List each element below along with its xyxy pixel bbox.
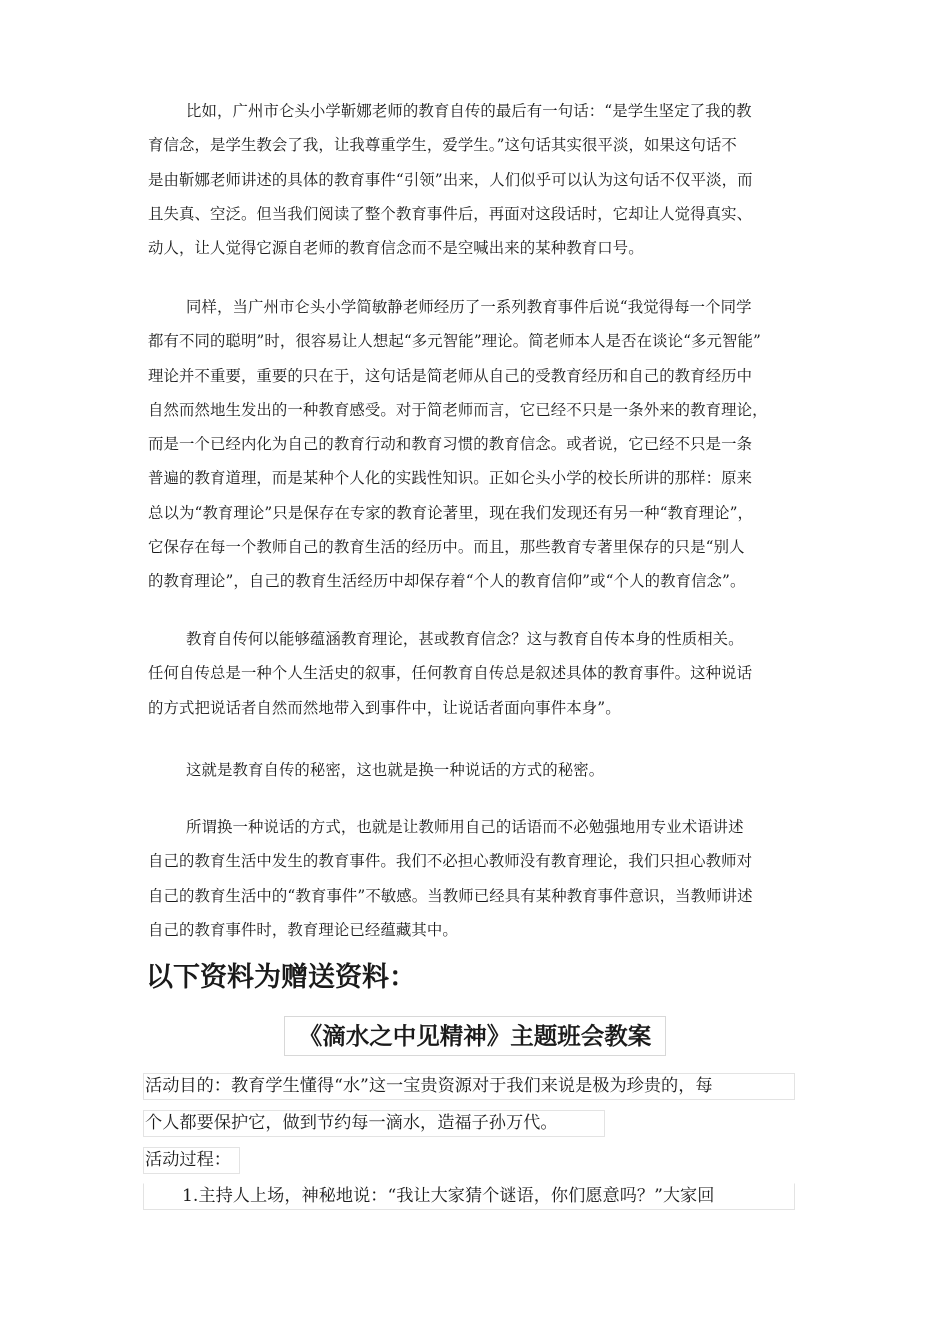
paragraph-5 xyxy=(148,810,816,947)
paragraph-line: 这就是教育自传的秘密，这也就是换一种说话的方式的秘密。 xyxy=(186,761,605,779)
paragraph-line: 总以为“教育理论”只是保存在专家的教育论著里，现在我们发现还有另一种“教育理论”， xyxy=(148,503,754,522)
paragraph-line: 育信念，是学生教会了我，让我尊重学生，爱学生。”这句话其实很平淡，如果这句话不 xyxy=(148,136,737,155)
paragraph-line: 动人，让人觉得它源自老师的教育信念而不是空喊出来的某种教育口号。 xyxy=(148,239,644,258)
paragraph-line: 自己的教育生活中发生的教育事件。我们不必担心教师没有教育理论，我们只担心教师对 xyxy=(148,852,753,871)
lesson-goal-line-1: 活动目的：教育学生懂得“水”这一宝贵资源对于我们来说是极为珍贵的，每 xyxy=(143,1073,795,1100)
paragraph-2 xyxy=(148,290,816,599)
paragraph-line: 且失真、空泛。但当我们阅读了整个教育事件后，再面对这段话时，它却让人觉得真实、 xyxy=(148,204,753,223)
paragraph-line: 的方式把说话者自然而然地带入到事件中，让说话者面向事件本身”。 xyxy=(148,698,621,717)
paragraph-line: 自己的教育生活中的“教育事件”不敏感。当教师已经具有某种教育事件意识，当教师讲述 xyxy=(148,886,753,905)
paragraph-3 xyxy=(148,622,816,725)
lesson-process-label: 活动过程： xyxy=(143,1147,240,1174)
paragraph-line: 的教育理论”，自己的教育生活经历中却保存着“个人的教育信仰”或“个人的教育信念”。 xyxy=(148,572,746,591)
paragraph-line: 它保存在每一个教师自己的教育生活的经历中。而且，那些教育专著里保存的只是“别人 xyxy=(148,538,745,557)
paragraph-line: 自然而然地生发出的一种教育感受。对于简老师而言，它已经不只是一条外来的教育理论， xyxy=(148,400,768,419)
paragraph-line: 教育自传何以能够蕴涵教育理论，甚或教育信念？这与教育自传本身的性质相关。 xyxy=(186,630,744,648)
paragraph-line: 比如，广州市仑头小学靳娜老师的教育自传的最后有一句话：“是学生坚定了我的教 xyxy=(186,102,752,120)
paragraph-line: 理论并不重要，重要的只在于，这句话是简老师从自己的受教育经历和自己的教育经历中 xyxy=(148,366,753,385)
paragraph-line: 任何自传总是一种个人生活史的叙事，任何教育自传总是叙述具体的教育事件。这种说话 xyxy=(148,664,753,683)
paragraph-line: 所谓换一种说话的方式，也就是让教师用自己的话语而不必勉强地用专业术语讲述 xyxy=(186,818,744,836)
paragraph-line: 自己的教育事件时，教育理论已经蕴藏其中。 xyxy=(148,920,458,939)
paragraph-line: 都有不同的聪明”时，很容易让人想起“多元智能”理论。简老师本人是否在谈论“多元智能” xyxy=(148,332,761,351)
paragraph-line: 同样，当广州市仑头小学简敏静老师经历了一系列教育事件后说“我觉得每一个同学 xyxy=(186,298,752,316)
lesson-goal-line-2: 个人都要保护它，做到节约每一滴水，造福子孙万代。 xyxy=(143,1110,605,1137)
paragraph-line: 而是一个已经内化为自己的教育行动和教育习惯的教育信念。或者说，它已经不只是一条 xyxy=(148,435,753,454)
paragraph-line: 普遍的教育道理，而是某种个人化的实践性知识。正如仑头小学的校长所讲的那样：原来 xyxy=(148,469,753,488)
bonus-heading: 以下资料为赠送资料： xyxy=(146,962,416,993)
lesson-title: 《滴水之中见精神》主题班会教案 xyxy=(284,1016,666,1056)
paragraph-4 xyxy=(148,753,816,787)
paragraph-line: 是由靳娜老师讲述的具体的教育事件“引领”出来，人们似乎可以认为这句话不仅平淡，而 xyxy=(148,170,753,189)
lesson-step-1: 1.主持人上场，神秘地说：“我让大家猜个谜语，你们愿意吗？”大家回 xyxy=(143,1183,795,1210)
paragraph-1 xyxy=(148,94,816,265)
